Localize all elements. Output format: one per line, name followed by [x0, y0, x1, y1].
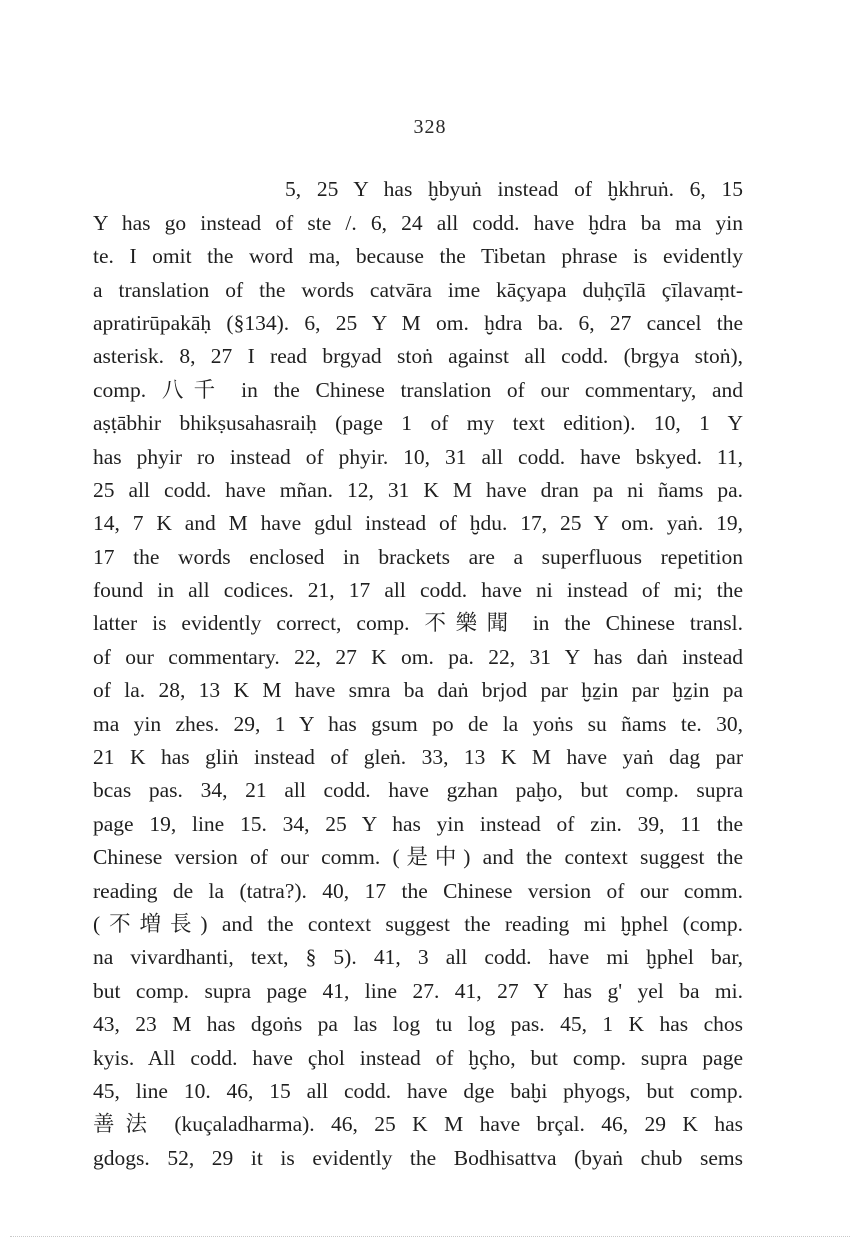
- text-line-27: kyis. All codd. have çhol instead of ḫçho, but comp. supra page: [93, 1046, 743, 1070]
- text-line-3: te. I omit the word ma, because the Tibetan phrase is evidently: [93, 244, 743, 268]
- text-line-2: Y has go instead of ste /. 6, 24 all codd. have ḫdra ba ma yin: [93, 211, 743, 235]
- text-line-11: 14, 7 K and M have gdul instead of ḫdu. 17, 25 Y om. yaṅ. 19,: [93, 511, 743, 535]
- page-number: 328: [413, 116, 447, 138]
- text-line-18: 21 K has gliṅ instead of gleṅ. 33, 13 K M have yaṅ dag par: [93, 745, 743, 769]
- text-line-21: Chinese version of our comm. (是中) and the context suggest the: [93, 845, 743, 869]
- text-line-1: 5, 25 Y has ḫbyuṅ instead of ḫkhruṅ. 6, 15: [285, 177, 743, 201]
- bottom-edge-divider: [10, 1236, 850, 1237]
- text-line-19: bcas pas. 34, 21 all codd. have gzhan paḫo, but comp. supra: [93, 778, 743, 802]
- text-line-25: but comp. supra page 41, line 27. 41, 27 Y has g' yel ba mi.: [93, 979, 743, 1003]
- text-line-28: 45, line 10. 46, 15 all codd. have dge baḫi phyogs, but comp.: [93, 1079, 743, 1103]
- text-line-15: of our commentary. 22, 27 K om. pa. 22, 31 Y has daṅ instead: [93, 645, 743, 669]
- text-line-29: 善法 (kuçaladharma). 46, 25 K M have brçal. 46, 29 K has: [93, 1112, 743, 1136]
- text-line-16: of la. 28, 13 K M have smra ba daṅ brjod par ḫẕin par ḫẕin pa: [93, 678, 743, 702]
- text-line-13: found in all codices. 21, 17 all codd. have ni instead of mi; the: [93, 578, 743, 602]
- text-line-6: asterisk. 8, 27 I read brgyad stoṅ against all codd. (brgya stoṅ),: [93, 344, 743, 368]
- text-line-5: apratirūpakāḥ (§134). 6, 25 Y M om. ḫdra ba. 6, 27 cancel the: [93, 311, 743, 335]
- text-line-23: (不増長) and the context suggest the reading mi ḫphel (comp.: [93, 912, 743, 936]
- text-line-12: 17 the words enclosed in brackets are a superfluous repetition: [93, 545, 743, 569]
- text-line-20: page 19, line 15. 34, 25 Y has yin instead of zin. 39, 11 the: [93, 812, 743, 836]
- text-line-24: na vivardhanti, text, § 5). 41, 3 all codd. have mi ḫphel bar,: [93, 945, 743, 969]
- text-line-30: gdogs. 52, 29 it is evidently the Bodhisattva (byaṅ chub sems: [93, 1146, 743, 1170]
- text-line-26: 43, 23 M has dgoṅs pa las log tu log pas. 45, 1 K has chos: [93, 1012, 743, 1036]
- text-line-4: a translation of the words catvāra ime kāçyapa duḥçīlā çīlavaṃt-: [93, 278, 743, 302]
- text-line-14: latter is evidently correct, comp. 不樂聞 in the Chinese transl.: [93, 611, 743, 635]
- text-line-10: 25 all codd. have mñan. 12, 31 K M have dran pa ni ñams pa.: [93, 478, 743, 502]
- text-line-17: ma yin zhes. 29, 1 Y has gsum po de la yoṅs su ñams te. 30,: [93, 712, 743, 736]
- text-line-22: reading de la (tatra?). 40, 17 the Chinese version of our comm.: [93, 879, 743, 903]
- text-line-8: aṣṭābhir bhikṣusahasraiḥ (page 1 of my text edition). 10, 1 Y: [93, 411, 743, 435]
- text-line-7: comp. 八千 in the Chinese translation of our commentary, and: [93, 378, 743, 402]
- text-line-9: has phyir ro instead of phyir. 10, 31 all codd. have bskyed. 11,: [93, 445, 743, 469]
